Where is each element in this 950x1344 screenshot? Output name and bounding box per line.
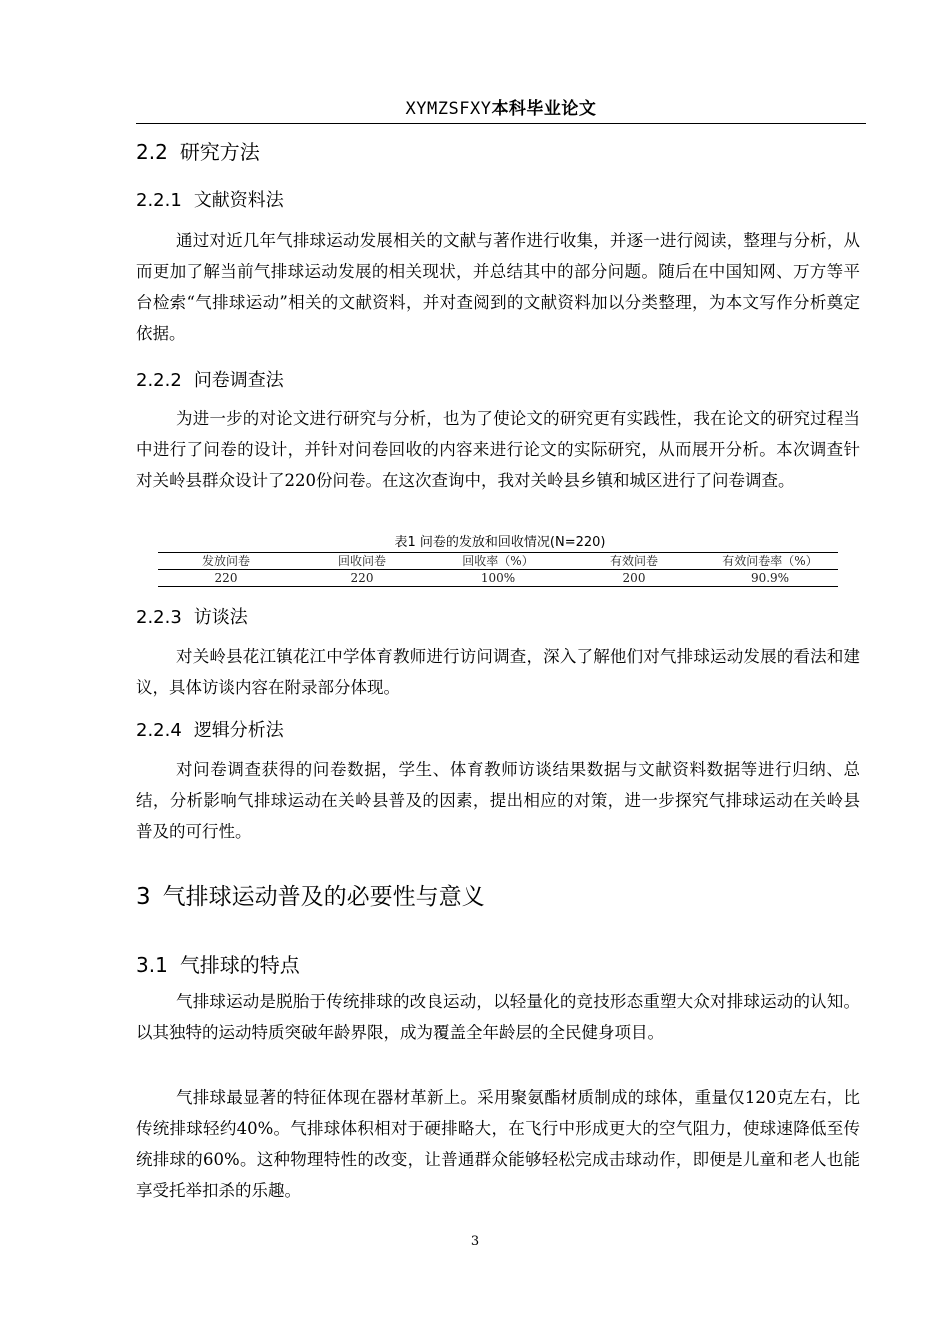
heading-2-2-2 (136, 366, 284, 392)
heading-2-2 (136, 136, 260, 165)
heading-number: 2.2 (136, 140, 168, 164)
table-cell: 220 (214, 571, 238, 585)
table-row (158, 570, 838, 587)
paragraph-logic: 对问卷调查获得的问卷数据，学生、体育教师访谈结果数据与文献资料数据等进行归纳、总结，分析影响气排球运动在关岭县普及的因素，提出相应的对策，进一步探究气排球运动在关岭县普及的可行性。 (136, 760, 860, 841)
heading-3 (136, 878, 485, 911)
header-prefix: XYMZSFXY (405, 99, 492, 119)
heading-title: 访谈法 (193, 607, 248, 628)
table-caption-number: 表1 (394, 535, 416, 550)
heading-number: 2.2.3 (136, 607, 182, 628)
heading-number: 3.1 (136, 953, 168, 977)
survey-table (158, 552, 838, 587)
table-header-cell: 发放问卷 (201, 554, 250, 568)
heading-2-2-1 (136, 186, 284, 212)
table-header-cell: 回收问卷 (337, 554, 386, 568)
table-cell: 220 (350, 571, 374, 585)
heading-title: 气排球的特点 (179, 953, 300, 977)
heading-title: 研究方法 (179, 140, 260, 164)
header-title: 本科毕业论文 (491, 99, 597, 119)
heading-2-2-3 (136, 603, 248, 629)
heading-number: 2.2.4 (136, 720, 182, 741)
table-header-row (158, 553, 838, 570)
page-number: 3 (470, 1234, 480, 1249)
table-header-cell: 有效问卷率（%） (722, 554, 818, 568)
heading-number: 2.2.2 (136, 370, 182, 391)
header-text (406, 99, 597, 119)
table-header-cell: 有效问卷 (609, 554, 658, 568)
paragraph-literature: 通过对近几年气排球运动发展相关的文献与著作进行收集，并逐一进行阅读，整理与分析，从而更加了解当前气排球运动发展的相关现状，并总结其中的部分问题。随后在中国知网、万方等平台检索“气排球运动”相关的文献资料，并对查阅到的文献资料加以分类整理，为本文写作分析奠定依据。 (136, 231, 860, 343)
table-cell: 200 (622, 571, 646, 585)
paragraph-questionnaire: 为进一步的对论文进行研究与分析，也为了使论文的研究更有实践性，我在论文的研究过程当中进行了问卷的设计，并针对问卷回收的内容来进行论文的实际研究，从而展开分析。本次调查针对关岭县群众设计了220份问卷。在这次查询中，我对关岭县乡镇和城区进行了问卷调查。 (136, 409, 860, 490)
paragraph-features-1: 气排球运动是脱胎于传统排球的改良运动，以轻量化的竞技形态重塑大众对排球运动的认知。以其独特的运动特质突破年龄界限，成为覆盖全年龄层的全民健身项目。 (136, 992, 860, 1042)
heading-title: 文献资料法 (193, 190, 284, 211)
heading-title: 问卷调查法 (193, 370, 284, 391)
heading-title: 逻辑分析法 (193, 720, 284, 741)
heading-3-1 (136, 949, 300, 978)
table-header-cell: 回收率（%） (462, 554, 534, 568)
table-cell: 90.9% (750, 571, 790, 585)
table-caption-text: 问卷的发放和回收情况(N=220) (419, 535, 606, 550)
heading-number: 2.2.1 (136, 190, 182, 211)
heading-title: 气排球运动普及的必要性与意义 (162, 884, 485, 910)
heading-number: 3 (136, 884, 151, 910)
table-caption (160, 531, 840, 550)
paragraph-features-2: 气排球最显著的特征体现在器材革新上。采用聚氨酯材质制成的球体，重量仅120克左右，比传统排球轻约40%。气排球体积相对于硬排略大，在飞行中形成更大的空气阻力，使球速降低至传统排球的60%。这种物理特性的改变，让普通群众能够轻松完成击球动作，即便是儿童和老人也能享受托举扣杀的乐趣。 (136, 1088, 860, 1200)
heading-2-2-4 (136, 716, 284, 742)
page-header (136, 97, 866, 124)
paragraph-interview: 对关岭县花江镇花江中学体育教师进行访问调查，深入了解他们对气排球运动发展的看法和建议，具体访谈内容在附录部分体现。 (136, 647, 860, 697)
table-cell: 100% (480, 571, 516, 585)
